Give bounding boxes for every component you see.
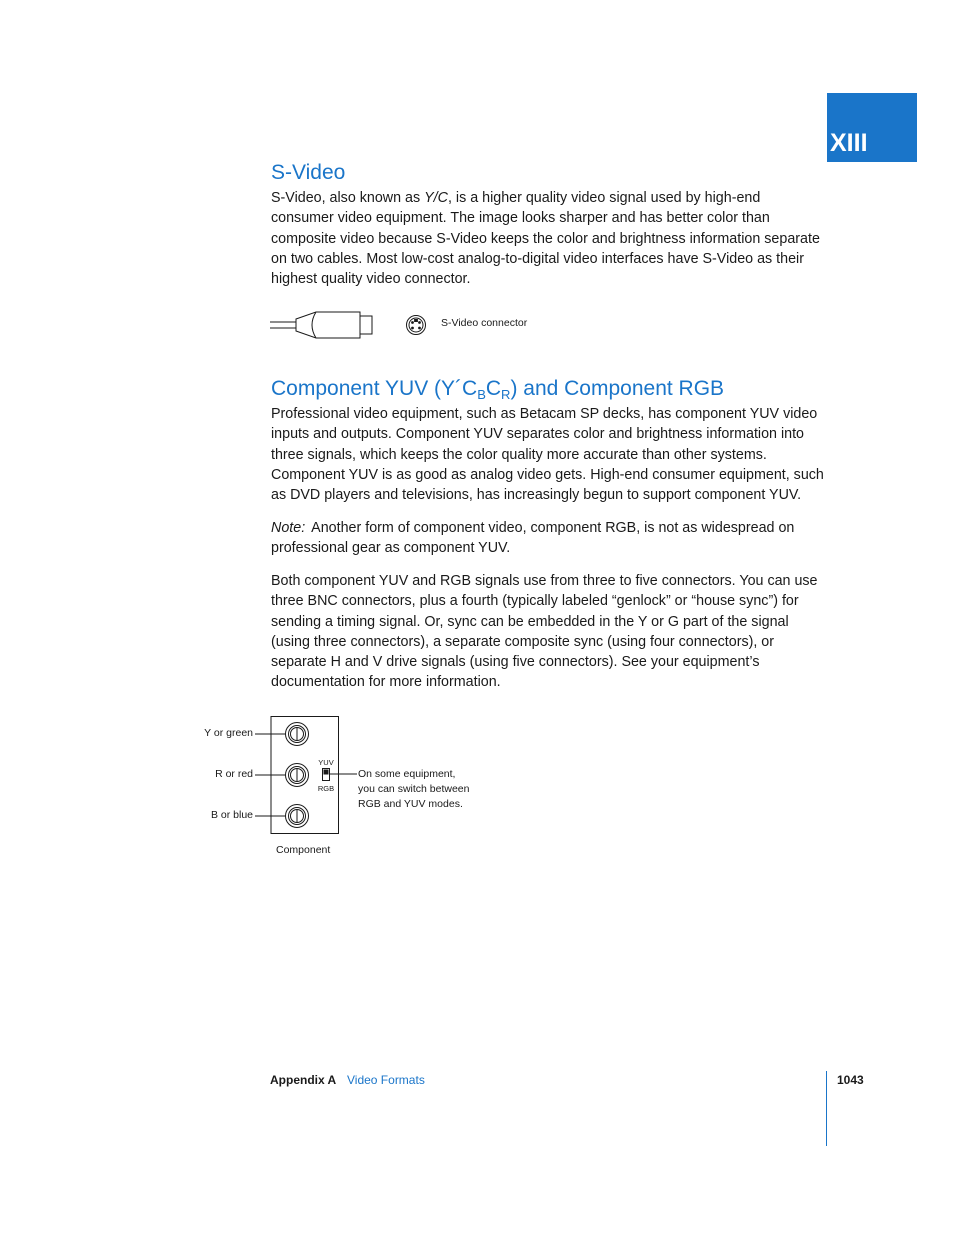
- footer-section-link[interactable]: Video Formats: [347, 1073, 425, 1087]
- label-b-or-blue: B or blue: [210, 809, 253, 821]
- note-text: Another form of component video, component RGB, is not as widespread on professional gear as component YUV.: [271, 520, 795, 557]
- component-heading-pre: Component YUV (Y´C: [271, 377, 478, 400]
- svideo-para-intro: S-Video, also known as: [271, 190, 425, 206]
- bnc-connector-y: [255, 723, 309, 746]
- bnc-connector-b: [255, 805, 309, 828]
- callout-line-2: you can switch between: [358, 783, 470, 795]
- component-connector-figure: [250, 712, 370, 840]
- chapter-tab-label: XIII: [830, 129, 868, 157]
- callout-line-1: On some equipment,: [358, 768, 456, 780]
- bnc-connector-r: [255, 764, 309, 787]
- component-note: [271, 518, 826, 559]
- switch-callout: [358, 767, 469, 812]
- svideo-paragraph: [271, 188, 826, 289]
- note-label: Note:: [271, 520, 306, 536]
- page-number: 1043: [837, 1073, 864, 1087]
- component-heading: [271, 377, 724, 401]
- component-paragraph-1: Professional video equipment, such as Betacam SP decks, has component YUV video inputs and outputs. Component YUV separates color and brightness information into three signals, which keeps the color quality more accurate than other systems. Component YUV is as good as analog video gets. High-end consumer equipment, such as DVD players and televisions, has increasingly begun to support component YUV.: [271, 406, 824, 504]
- svideo-para-rest: , is a higher quality video signal used by high-end consumer video equipment. The image looks sharper and has better color than composite video because S-Video keeps the color and brightness information separate on two cables. Most low-cost analog-to-digital video interfaces have S-Video as their highest quality video connector.: [271, 190, 820, 288]
- component-heading-post: ) and Component RGB: [510, 377, 725, 400]
- svideo-port-icon: [407, 316, 426, 335]
- svideo-heading: S-Video: [271, 161, 346, 184]
- svideo-figure-caption: S-Video connector: [441, 317, 528, 329]
- footer-divider: [826, 1071, 827, 1146]
- component-heading-sub-b: B: [477, 387, 486, 402]
- label-y-or-green: Y or green: [204, 727, 253, 739]
- svideo-plug-drawing: [270, 312, 372, 338]
- callout-line-3: RGB and YUV modes.: [358, 798, 463, 810]
- component-figure-caption: Component: [276, 844, 331, 856]
- chapter-tab: [827, 93, 917, 162]
- component-paragraph-3: Both component YUV and RGB signals use from three to five connectors. You can use three BNC connectors, plus a fourth (typically labeled “genlock” or “house sync”) for sending a timing signal. Or, sync can be embedded in the Y or G part of the signal (using three connectors), a separate composite sync (using four connectors), or separate H and V drive signals (using five connectors). See your equipment’s documentation for more information.: [271, 573, 818, 691]
- switch-label-yuv: YUV: [318, 758, 334, 767]
- yuv-rgb-switch: [323, 769, 358, 781]
- svideo-para-term: Y/C: [424, 190, 448, 206]
- component-heading-mid: C: [485, 377, 502, 400]
- component-heading-sub-r: R: [501, 387, 511, 402]
- switch-label-rgb: RGB: [317, 784, 335, 793]
- footer-appendix: Appendix A: [270, 1073, 337, 1087]
- svideo-connector-figure: [268, 307, 438, 343]
- label-r-or-red: R or red: [215, 768, 253, 780]
